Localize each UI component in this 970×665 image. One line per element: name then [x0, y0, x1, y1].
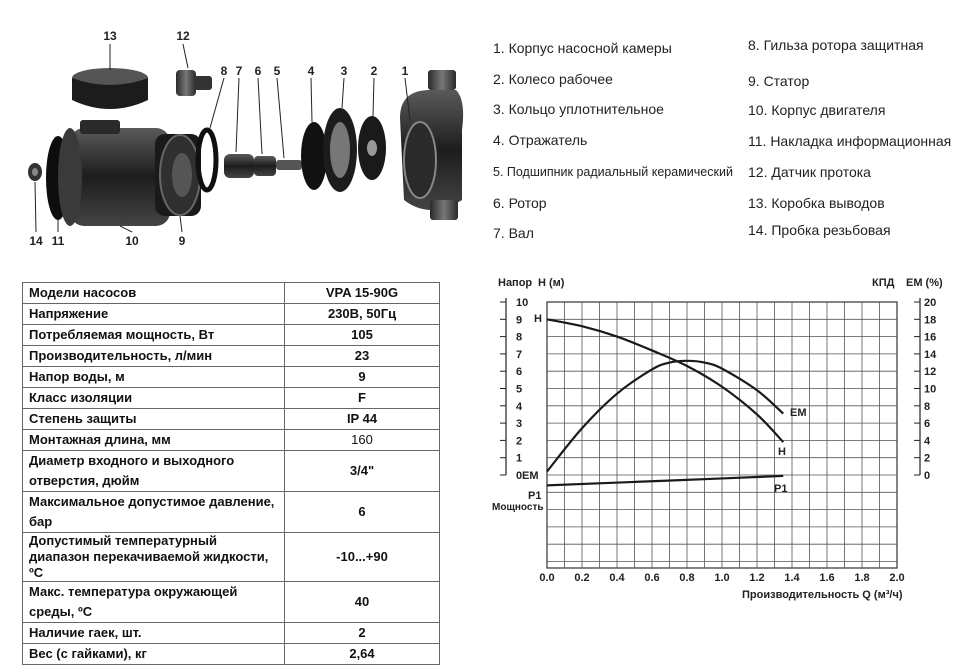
chart-grid	[547, 302, 897, 568]
spec-name: Напор воды, м	[23, 367, 285, 388]
table-row	[23, 388, 440, 409]
table-row	[23, 492, 440, 533]
x-tick-label: 1.8	[854, 572, 870, 584]
callout-12: 12	[176, 29, 190, 43]
table-row	[23, 325, 440, 346]
legend-item-12: 12. Датчик протока	[748, 164, 871, 180]
spec-value: 105	[285, 325, 440, 346]
chart-curves	[547, 319, 783, 485]
terminal-box-part	[72, 68, 148, 109]
spec-value: 230В, 50Гц	[285, 304, 440, 325]
power-axis-label: Мощность	[492, 502, 544, 513]
right-tick-label: 10	[924, 383, 937, 396]
legend-item-11: 11. Накладка информационная	[748, 133, 952, 149]
right-tick-label: 20	[924, 297, 937, 309]
x-axis-title: Производительность Q (м³/ч)	[742, 589, 903, 601]
spec-value: 2,64	[285, 644, 440, 665]
table-row	[23, 304, 440, 325]
legend-item-1: 1. Корпус насосной камеры	[493, 40, 672, 56]
right-axis-title-2: EM (%)	[906, 277, 943, 289]
legend-item-8: 8. Гильза ротора защитная	[748, 37, 924, 53]
legend-item-10: 10. Корпус двигателя	[748, 102, 886, 118]
spec-value: 9	[285, 367, 440, 388]
spec-value: 40	[285, 582, 440, 623]
right-tick-label: 12	[924, 366, 937, 379]
spec-name: Диаметр входного и выходного отверстия, дюйм	[23, 451, 285, 492]
x-tick-label: 0.2	[574, 572, 590, 584]
label-em-start: EM	[522, 470, 539, 482]
callout-8: 8	[220, 64, 228, 78]
pump-exploded-diagram	[0, 0, 480, 265]
spec-value: 23	[285, 346, 440, 367]
spec-name: Потребляемая мощность, Вт	[23, 325, 285, 346]
spec-value: IP 44	[285, 409, 440, 430]
callout-6: 6	[254, 64, 262, 78]
spec-value: 6	[285, 492, 440, 533]
label-p1-start: P1	[528, 490, 542, 502]
performance-chart	[480, 270, 960, 610]
spec-name: Макс. температура окружающей среды, ºС	[23, 582, 285, 623]
spec-value: -10...+90	[285, 533, 440, 582]
table-row	[23, 346, 440, 367]
left-tick-label: 3	[516, 418, 523, 431]
stator-part	[155, 134, 201, 216]
specifications-table	[22, 282, 440, 665]
spec-name: Наличие гаек, шт.	[23, 623, 285, 644]
legend-item-14: 14. Пробка резьбовая	[748, 222, 891, 238]
table-row	[23, 367, 440, 388]
right-tick-label: 0	[924, 470, 931, 482]
series-line-em	[547, 361, 783, 472]
left-tick-label: 8	[516, 331, 523, 344]
spec-name: Монтажная длина, мм	[23, 430, 285, 451]
left-tick-label: 4	[516, 400, 523, 413]
callout-11: 11	[51, 234, 65, 248]
x-tick-label: 1.0	[714, 572, 730, 584]
callout-14: 14	[29, 234, 43, 248]
table-header-value: VPA 15-90G	[285, 283, 440, 304]
left-tick-label: 7	[516, 348, 523, 361]
callout-3: 3	[340, 64, 348, 78]
label-h-end: H	[778, 446, 786, 458]
x-tick-label: 1.2	[749, 572, 765, 584]
callout-4: 4	[307, 64, 315, 78]
legend-item-5: 5. Подшипник радиальный керамический	[493, 165, 733, 179]
left-axis-title-2: H (м)	[538, 277, 565, 289]
left-tick-label: 2	[516, 435, 523, 448]
deflector-part	[301, 122, 327, 190]
legend-item-13: 13. Коробка выводов	[748, 195, 885, 211]
left-tick-label: 9	[516, 314, 523, 327]
right-tick-label: 18	[924, 314, 937, 327]
spec-value: 2	[285, 623, 440, 644]
x-tick-label: 1.6	[819, 572, 835, 584]
table-row	[23, 430, 440, 451]
spec-name: Напряжение	[23, 304, 285, 325]
callout-5: 5	[273, 64, 281, 78]
motor-housing-part	[58, 120, 170, 226]
spec-value: 3/4"	[285, 451, 440, 492]
series-line-p1	[547, 476, 783, 486]
callout-9: 9	[178, 234, 186, 248]
label-p1-end: P1	[774, 483, 788, 495]
right-tick-label: 14	[924, 348, 937, 361]
left-tick-label: 0	[516, 470, 523, 482]
spec-name: Максимальное допустимое давление, бар	[23, 492, 285, 533]
spec-name: Степень защиты	[23, 409, 285, 430]
right-tick-label: 16	[924, 331, 937, 344]
legend-item-4: 4. Отражатель	[493, 132, 588, 148]
x-tick-label: 0.0	[539, 572, 555, 584]
callout-13: 13	[103, 29, 117, 43]
right-tick-label: 6	[924, 418, 931, 431]
spec-name: Класс изоляции	[23, 388, 285, 409]
flow-sensor-part	[176, 70, 212, 96]
pump-chamber-housing-part	[400, 70, 463, 220]
table-row	[23, 451, 440, 492]
spec-name: Допустимый температурный диапазон перекачиваемой жидкости, ºС	[23, 533, 285, 582]
callout-1: 1	[401, 64, 409, 78]
x-tick-label: 0.8	[679, 572, 695, 584]
left-axis-title-1: Напор	[498, 277, 533, 289]
table-row	[23, 623, 440, 644]
x-tick-label: 2.0	[889, 572, 905, 584]
left-axis	[500, 297, 528, 482]
right-tick-label: 2	[924, 452, 931, 465]
shaft-rotor-assembly-part	[224, 154, 302, 178]
table-header-row	[23, 283, 440, 304]
series-line-h	[547, 319, 783, 442]
seal-ring-part	[323, 108, 357, 192]
spec-value: F	[285, 388, 440, 409]
callout-7: 7	[235, 64, 243, 78]
table-row	[23, 533, 440, 582]
callout-2: 2	[370, 64, 378, 78]
table-row	[23, 582, 440, 623]
legend-item-3: 3. Кольцо уплотнительное	[493, 101, 664, 117]
label-h-start: H	[534, 313, 542, 325]
table-row	[23, 409, 440, 430]
right-tick-label: 4	[924, 435, 931, 448]
right-axis-title-1: КПД	[872, 277, 895, 289]
left-tick-label: 1	[516, 452, 523, 465]
table-header-name: Модели насосов	[23, 283, 285, 304]
threaded-plug-part	[28, 163, 42, 181]
right-axis	[914, 297, 937, 482]
label-em-end: EM	[790, 407, 807, 419]
x-tick-label: 0.4	[609, 572, 625, 584]
table-row	[23, 644, 440, 665]
right-tick-label: 8	[924, 400, 931, 413]
spec-name: Производительность, л/мин	[23, 346, 285, 367]
left-tick-label: 10	[516, 297, 529, 309]
x-tick-label: 0.6	[644, 572, 660, 584]
legend-item-2: 2. Колесо рабочее	[493, 71, 613, 87]
legend-item-9: 9. Статор	[748, 73, 810, 89]
callout-10: 10	[125, 234, 139, 248]
left-tick-label: 6	[516, 366, 523, 379]
spec-value: 160	[285, 430, 440, 451]
spec-name: Вес (с гайками), кг	[23, 644, 285, 665]
legend-item-7: 7. Вал	[493, 225, 534, 241]
x-axis	[539, 572, 904, 584]
left-tick-label: 5	[516, 383, 523, 396]
x-tick-label: 1.4	[784, 572, 800, 584]
impeller-part	[358, 116, 386, 180]
legend-item-6: 6. Ротор	[493, 195, 547, 211]
